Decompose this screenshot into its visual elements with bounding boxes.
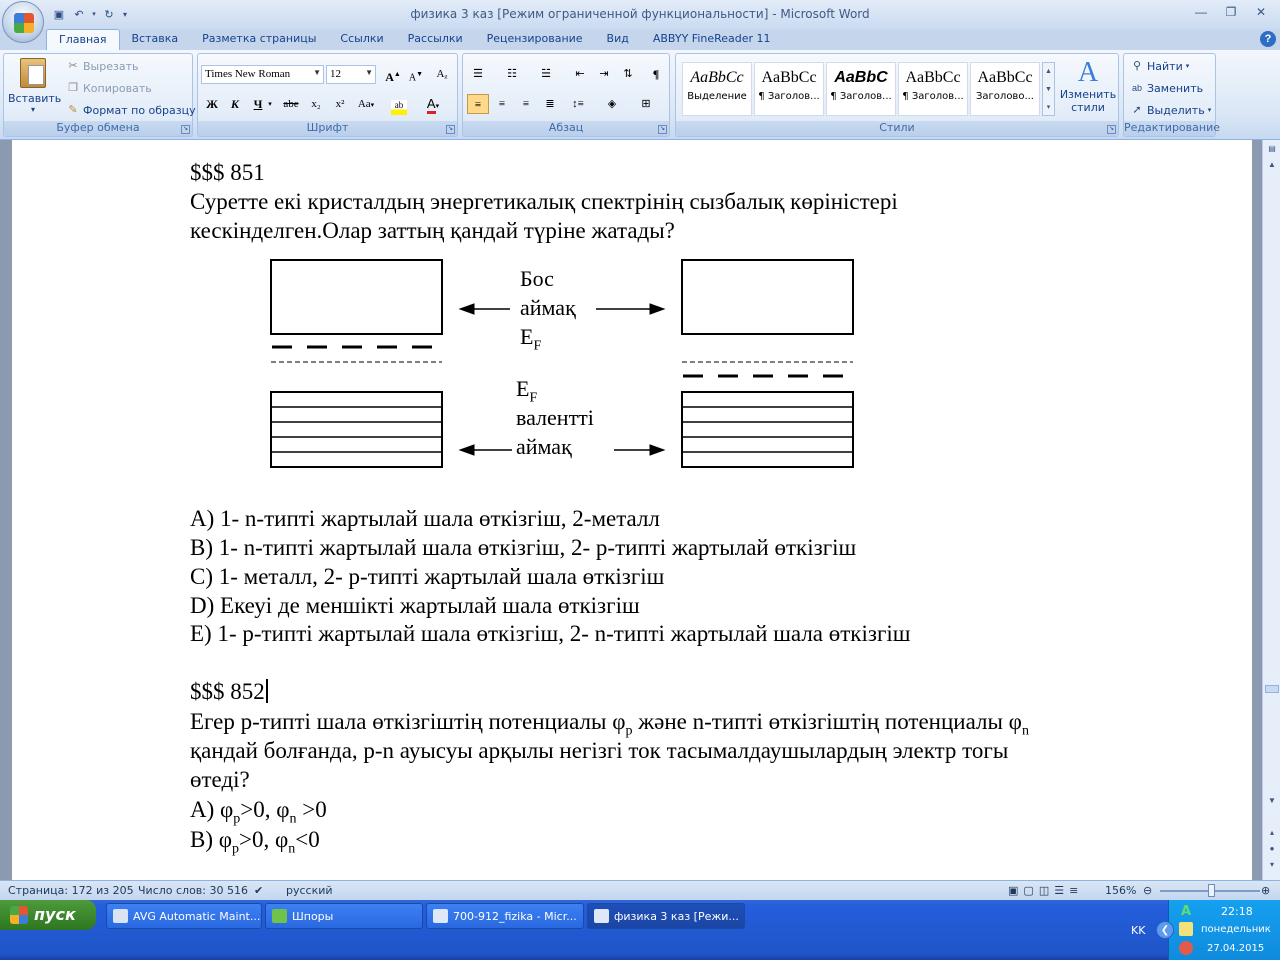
minimize-button[interactable]: —	[1195, 5, 1207, 19]
subscript-button[interactable]: x₂	[311, 98, 321, 110]
office-button[interactable]	[2, 1, 44, 43]
replace-icon: ab	[1131, 83, 1142, 93]
taskbar	[0, 900, 1280, 960]
underline-dropdown-icon[interactable]: ▾	[268, 100, 272, 108]
figure-label-fermi-top: $E_F$	[520, 324, 542, 354]
tray-app-icon[interactable]: A	[1181, 904, 1192, 919]
editing-group-label: Редактирование	[1124, 121, 1220, 134]
clock-time[interactable]: 22:18	[1221, 905, 1253, 918]
window-title: физика 3 каз [Режим ограниченной функциональности] - Microsoft Word	[410, 7, 870, 21]
clock-date: 27.04.2015	[1207, 943, 1265, 954]
question-852-line2: қандай болғанда, p-n ауысуы арқылы негізгі ток тасымалдаушылардың электр тогы	[190, 738, 1009, 763]
title-bar	[0, 0, 1280, 30]
replace-button[interactable]: ab Заменить	[1131, 81, 1204, 95]
ruler-toggle-icon[interactable]: ▤	[1268, 144, 1276, 153]
style-heading-4[interactable]: AaBbCc Заголово...	[970, 62, 1040, 116]
align-left-button[interactable]: ≡	[467, 94, 489, 114]
increase-indent-button[interactable]: ⇥	[599, 68, 609, 80]
italic-button[interactable]: К	[230, 97, 240, 111]
bold-button[interactable]: Ж	[206, 97, 218, 111]
clear-formatting-button[interactable]: Aᵪ	[436, 68, 448, 80]
format-painter-button[interactable]: ✎ Формат по образцу	[66, 100, 196, 120]
vertical-scrollbar[interactable]	[1262, 140, 1280, 880]
figure-label-fermi-bottom: $E_F$	[516, 376, 538, 406]
answer-851-b: B) 1- n-типті жартылай шала өткізгіш, 2- p-типті жартылай өткізгіш	[190, 535, 857, 560]
figure-label-free-band-1: Бос	[520, 266, 554, 291]
justify-button[interactable]: ≣	[545, 98, 555, 110]
font-color-icon: A	[427, 97, 436, 114]
restore-button[interactable]: ❐	[1225, 5, 1237, 19]
close-button[interactable]: ✕	[1255, 5, 1267, 19]
full-screen-reading-icon[interactable]: ▢	[1023, 884, 1039, 897]
question-852-line3: өтеді?	[190, 767, 250, 792]
zoom-out-icon[interactable]: ⊖	[1143, 884, 1153, 897]
numbering-button[interactable]: ☷	[507, 68, 517, 80]
word-icon	[594, 909, 609, 923]
tab-home[interactable]: Главная	[46, 29, 120, 51]
web-layout-icon[interactable]: ◫	[1038, 884, 1055, 897]
tray-network-icon[interactable]	[1179, 922, 1193, 936]
styles-scroll[interactable]: ▲ ▼ ▾	[1042, 62, 1055, 116]
clipboard-icon	[20, 58, 46, 88]
arrows	[460, 304, 664, 455]
save-icon[interactable]: ▣	[53, 8, 65, 21]
page-indicator[interactable]: Страница: 172 из 205	[8, 884, 134, 897]
font-group	[197, 53, 458, 137]
zoom-in-icon[interactable]: ⊕	[1261, 884, 1271, 897]
tray-expand-icon[interactable]: ❮	[1156, 921, 1174, 939]
font-color-button[interactable]: A▾	[422, 94, 444, 114]
change-styles-icon: A	[1077, 57, 1099, 88]
change-styles-button[interactable]: A Изменить стили	[1059, 57, 1117, 114]
font-name-combo[interactable]: Times New Roman ▼	[201, 65, 324, 84]
bullets-button[interactable]: ☰	[473, 68, 483, 80]
highlighter-icon: ab	[391, 100, 407, 115]
zoom-slider-thumb[interactable]	[1208, 884, 1215, 897]
ribbon	[0, 50, 1280, 140]
question-852-line1: Егер p-типті шала өткізгіштің потенциалы $\varphi_p$ және n-типті өткізгіштің потенциалы $\varphi_n$	[190, 709, 1029, 739]
undo-dropdown-icon[interactable]: ▾	[92, 11, 96, 18]
change-case-button[interactable]: Aa▾	[357, 98, 375, 110]
answer-851-d: D) Екеуі де меншікті жартылай шала өткізгіш	[190, 593, 640, 618]
style-emphasis[interactable]: AaBbCc Выделение	[682, 62, 752, 116]
crystal-1-diagram	[271, 260, 442, 467]
undo-icon[interactable]: ↶	[74, 8, 84, 21]
clock-day: понедельник	[1201, 924, 1271, 935]
editing-group	[1123, 53, 1220, 137]
browse-object-icon[interactable]: ●	[1269, 844, 1275, 853]
tab-view[interactable]: Вид	[606, 32, 629, 45]
language-indicator[interactable]: русский	[286, 884, 333, 897]
crystal-2-diagram	[682, 260, 853, 467]
copy-button[interactable]: ❐ Копировать	[66, 78, 152, 98]
scissors-icon: ✂	[68, 60, 78, 72]
folder-icon	[272, 909, 287, 923]
scroll-up-icon[interactable]: ▲	[1268, 160, 1276, 169]
figure-label-valence-1: валентті	[516, 405, 594, 430]
help-icon[interactable]: ?	[1260, 31, 1276, 47]
word-icon	[433, 909, 448, 923]
align-right-button[interactable]: ≡	[522, 98, 530, 110]
system-tray	[1168, 900, 1280, 960]
avg-icon	[113, 909, 128, 923]
tray-security-icon[interactable]	[1179, 941, 1193, 955]
answer-852-b: B) $\varphi_p>0$, $\varphi_n<0$	[190, 827, 320, 857]
tab-references[interactable]: Ссылки	[340, 32, 384, 45]
figure-label-free-band-2: аймақ	[520, 295, 576, 320]
copy-icon: ❐	[68, 82, 78, 94]
multilevel-list-button[interactable]: ☱	[541, 68, 551, 80]
select-button[interactable]: ➚ Выделить ▾	[1130, 100, 1211, 120]
paragraph-group	[462, 53, 670, 137]
office-logo-icon	[14, 13, 34, 33]
styles-group	[675, 53, 1119, 137]
shrink-font-button[interactable]: A▼	[408, 70, 424, 84]
answer-851-a: A) 1- n-типті жартылай шала өткізгіш, 2-металл	[190, 506, 660, 531]
proofing-icon[interactable]: ✔	[254, 884, 264, 897]
question-851-id: $$$ 851	[190, 160, 265, 185]
tab-insert[interactable]: Вставка	[131, 32, 179, 45]
clipboard-group	[3, 53, 196, 137]
styles-group-label: Стили	[676, 121, 1118, 136]
scroll-thumb[interactable]	[1265, 685, 1279, 693]
ribbon-tabs	[46, 29, 783, 51]
paintbrush-icon: ✎	[68, 104, 78, 116]
redo-icon[interactable]: ↻	[104, 8, 114, 21]
font-group-label: Шрифт	[198, 121, 457, 136]
grow-font-button[interactable]: A▲	[385, 70, 401, 84]
align-center-button[interactable]: ≡	[498, 98, 506, 110]
language-bar[interactable]: KK	[1131, 924, 1146, 937]
answer-851-c: C) 1- металл, 2- p-типті жартылай шала өткізгіш	[190, 564, 665, 589]
style-heading-1[interactable]: AaBbCc ¶ Заголов...	[754, 62, 824, 116]
answer-851-e: E) 1- p-типті жартылай шала өткізгіш, 2- n-типті жартылай шала өткізгіш	[190, 621, 911, 646]
tab-mailings[interactable]: Рассылки	[407, 32, 463, 45]
highlight-button[interactable]	[388, 94, 410, 114]
tab-abbyy[interactable]: ABBYY FineReader 11	[652, 32, 771, 45]
decrease-indent-button[interactable]: ⇤	[575, 68, 585, 80]
question-851-line1: Суретте екі кристалдың энергетикалық спектрінің сызбалық көріністері	[190, 189, 898, 214]
paragraph-group-label: Абзац	[463, 121, 669, 136]
question-852-id: $$$ 852	[190, 679, 268, 705]
clipboard-group-label: Буфер обмена	[4, 121, 192, 136]
scroll-down-icon[interactable]: ▼	[1268, 796, 1276, 805]
draft-icon[interactable]: ≡	[1069, 884, 1084, 897]
question-851-line2: кескінделген.Олар заттың қандай түріне жатады?	[190, 218, 675, 243]
clipboard-dialog-launcher[interactable]: ↘	[182, 126, 189, 132]
outline-icon[interactable]: ☰	[1054, 884, 1070, 897]
next-page-icon[interactable]: ▾	[1269, 860, 1274, 869]
binoculars-icon: ⚲	[1132, 60, 1142, 72]
task-word-active[interactable]: физика 3 каз [Режи...	[587, 903, 745, 929]
word-count[interactable]: Число слов: 30 516	[138, 884, 248, 897]
paste-button[interactable]: Вставить ▾	[8, 58, 58, 118]
text-cursor	[266, 679, 268, 703]
status-bar	[0, 880, 1280, 900]
customize-qat-icon[interactable]: ▾	[122, 9, 127, 19]
borders-button[interactable]: ⊞	[641, 98, 651, 110]
view-buttons	[1008, 884, 1083, 897]
font-size-combo[interactable]: 12 ▼	[326, 65, 376, 84]
zoom-level[interactable]: 156%	[1105, 884, 1137, 897]
tab-page-layout[interactable]: Разметка страницы	[202, 32, 317, 45]
answer-852-a: A) $\varphi_p>0$, $\varphi_n >0$	[190, 797, 327, 827]
style-heading-3[interactable]: AaBbCc ¶ Заголов...	[898, 62, 968, 116]
style-heading-2[interactable]: AaBbC ¶ Заголов...	[826, 62, 896, 116]
figure-label-valence-2: аймақ	[516, 434, 572, 459]
start-button[interactable]: пуск	[0, 900, 96, 930]
task-shpory[interactable]: Шпоры	[265, 903, 423, 929]
find-button[interactable]: ⚲ Найти ▾	[1130, 56, 1189, 76]
font-dialog-launcher[interactable]: ↘	[447, 126, 454, 132]
styles-dialog-launcher[interactable]: ↘	[1108, 126, 1115, 132]
sort-button[interactable]: ⇅	[623, 68, 633, 80]
underline-button[interactable]: Ч	[253, 97, 263, 111]
previous-page-icon[interactable]: ▴	[1269, 828, 1274, 837]
cut-button[interactable]: ✂ Вырезать	[66, 56, 138, 76]
windows-logo-icon	[10, 906, 28, 924]
task-avg[interactable]: AVG Automatic Maint...	[106, 903, 262, 929]
shading-button[interactable]: ◈	[607, 98, 617, 110]
show-marks-button[interactable]: ¶	[652, 67, 660, 81]
superscript-button[interactable]: x²	[335, 98, 345, 110]
line-spacing-button[interactable]: ↕≡	[572, 98, 584, 110]
paragraph-dialog-launcher[interactable]: ↘	[659, 126, 666, 132]
tab-review[interactable]: Рецензирование	[486, 32, 583, 45]
print-layout-icon[interactable]: ▣	[1008, 884, 1024, 897]
cursor-icon: ➚	[1132, 104, 1142, 116]
strikethrough-button[interactable]: abe	[283, 98, 299, 110]
task-word-fizika[interactable]: 700-912_fizika - Micr...	[426, 903, 584, 929]
